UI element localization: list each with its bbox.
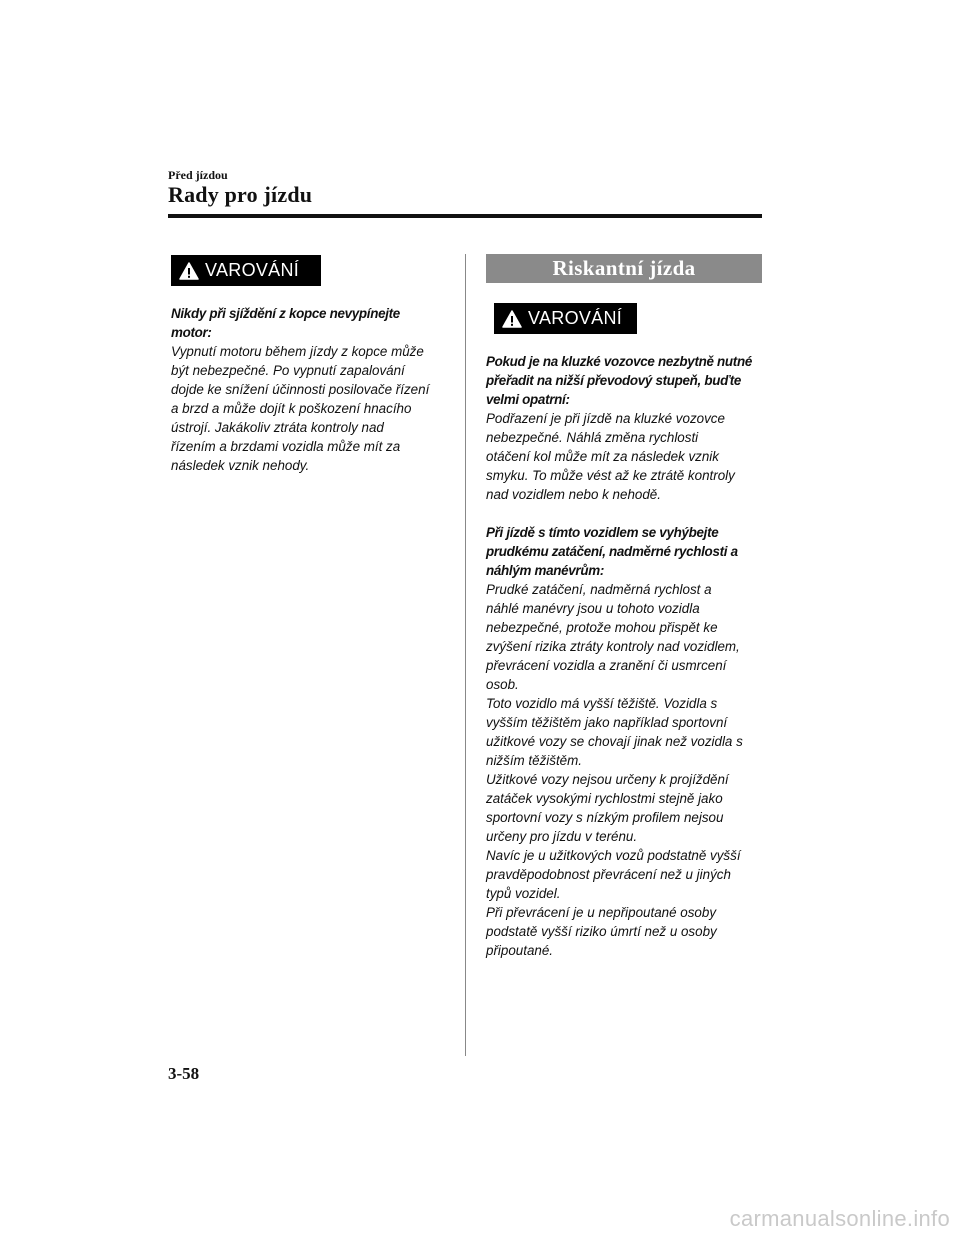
warning-heading — [486, 352, 766, 409]
warning-body-line: Podřazení je při jízdě na kluzké vozovce — [486, 411, 725, 426]
warning-heading-line: Pokud je na kluzké vozovce nezbytně nutné — [486, 354, 752, 369]
warning-heading — [171, 304, 461, 342]
warning-heading-line: náhlým manévrům: — [486, 563, 604, 578]
warning-body-line: Při převrácení je u nepřipoutané osoby — [486, 905, 717, 920]
warning-body-line: náhlé manévry jsou u tohoto vozidla — [486, 601, 700, 616]
warning-body — [486, 409, 766, 504]
warning-body — [486, 580, 766, 960]
warning-heading-line: velmi opatrní: — [486, 392, 570, 407]
warning-body-line: dojde ke snížení účinnosti posilovače řízení — [171, 382, 430, 397]
warning-body-line: nad vozidlem nebo k nehodě. — [486, 487, 661, 502]
warning-body-line: a brzd a může dojít k poškození hnacího — [171, 401, 412, 416]
warning-body-line: určeny pro jízdu v terénu. — [486, 829, 638, 844]
warning-body-line: otáčení kol může mít za následek vznik — [486, 449, 719, 464]
warning-body-line: připoutané. — [486, 943, 554, 958]
warning-body-line: zvýšení rizika ztráty kontroly nad vozidlem, — [486, 639, 740, 654]
warning-body-line: vyšším těžištěm jako například sportovní — [486, 715, 728, 730]
warning-heading-line: prudkému zatáčení, nadměrné rychlosti a — [486, 544, 738, 559]
watermark: carmanualsonline.info — [729, 1206, 950, 1231]
warning-body — [171, 342, 461, 475]
warning-body-line: nebezpečné. Náhlá změna rychlosti — [486, 430, 699, 445]
section-heading-bar — [486, 254, 762, 283]
title-rule — [168, 214, 762, 218]
warning-badge-left — [171, 255, 321, 286]
left-warning-text — [171, 304, 461, 475]
warning-body-line: převrácení vozidla a zranění či usmrcení — [486, 658, 727, 673]
warning-body-line: zatáček vysokými rychlostmi stejně jako — [486, 791, 723, 806]
section-label: Před jízdou — [168, 168, 228, 182]
warning-body-line: nebezpečné, protože mohou přispět ke — [486, 620, 718, 635]
warning-body-line: podstatě vyšší riziko úmrtí než u osoby — [486, 924, 717, 939]
right-warning-text — [486, 352, 766, 960]
paragraph-spacer — [486, 504, 766, 523]
warning-triangle-icon — [179, 262, 199, 280]
warning-heading-line: Nikdy při sjíždění z kopce nevypínejte — [171, 306, 400, 321]
warning-heading-line: přeřadit na nižší převodový stupeň, buďte — [486, 373, 742, 388]
column-divider — [465, 254, 466, 1056]
warning-body-line: Prudké zatáčení, nadměrná rychlost a — [486, 582, 712, 597]
page-title: Rady pro jízdu — [168, 182, 313, 207]
page-number: 3-58 — [168, 1064, 200, 1083]
warning-body-line: nižším těžištěm. — [486, 753, 582, 768]
warning-body-line: užitkové vozy se chovají jinak než vozidla s — [486, 734, 743, 749]
warning-body-line: osob. — [486, 677, 519, 692]
warning-triangle-icon — [502, 310, 522, 328]
warning-body-line: smyku. To může vést až ke ztrátě kontroly — [486, 468, 735, 483]
warning-heading-line: Při jízdě s tímto vozidlem se vyhýbejte — [486, 525, 719, 540]
warning-body-line: pravděpodobnost převrácení než u jiných — [486, 867, 731, 882]
warning-label: VAROVÁNÍ — [205, 260, 300, 280]
warning-badge-right — [494, 303, 637, 334]
warning-label: VAROVÁNÍ — [528, 308, 623, 328]
warning-body-line: následek vznik nehody. — [171, 458, 310, 473]
warning-heading — [486, 523, 766, 580]
warning-body-line: sportovní vozy s nízkým profilem nejsou — [486, 810, 724, 825]
section-heading: Riskantní jízda — [552, 256, 696, 280]
warning-heading-line: motor: — [171, 325, 212, 340]
warning-body-line: typů vozidel. — [486, 886, 561, 901]
warning-body-line: Užitkové vozy nejsou určeny k projíždění — [486, 772, 729, 787]
warning-body-line: řízením a brzdami vozidla může mít za — [171, 439, 401, 454]
warning-body-line: Vypnutí motoru během jízdy z kopce může — [171, 344, 424, 359]
warning-body-line: Navíc je u užitkových vozů podstatně vyšší — [486, 848, 741, 863]
warning-body-line: ústrojí. Jakákoliv ztráta kontroly nad — [171, 420, 384, 435]
warning-body-line: Toto vozidlo má vyšší těžiště. Vozidla s — [486, 696, 718, 711]
warning-body-line: být nebezpečné. Po vypnutí zapalování — [171, 363, 405, 378]
